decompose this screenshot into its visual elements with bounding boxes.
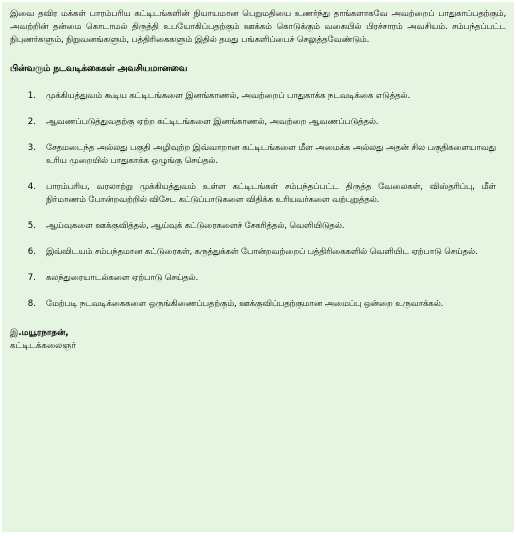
list-item-text: ஆய்வுகளை ஊக்குவித்தல், ஆய்வுக் கட்டுரைகளைச் சேகரித்தல், வெளியிடுதல். — [46, 221, 345, 231]
document-page — [2, 2, 514, 532]
list-item — [10, 272, 506, 285]
list-item-text: முக்கியத்துவம் கூடிய கட்டிடங்களை இனங்காணல், அவற்றைப் பாதுகாக்க நடவடிக்கை எடுத்தல். — [46, 91, 411, 101]
list-item-text: ஆவணப்படுத்துவதற்கு ஏற்ற கட்டிடங்களை இனங்காணல், அவற்றை ஆவணப்படுத்தல். — [46, 117, 379, 127]
list-item-number: 6. — [27, 247, 36, 257]
section-heading: பின்வரும் நடவடிக்கைகள் அவசியமானவை — [10, 64, 188, 74]
list-item-text: சேதமடைந்த அல்லது பகுதி அழிவுற்ற இவ்வாறான கட்டிடங்களை மீள அமைக்க அல்லது அதன் சில பகுதிகளையாவது உரிய முறையில் பாதுகாக்க ஒழுங்கு செய்தல். — [46, 143, 496, 166]
list-item — [10, 220, 506, 233]
list-item-text: கலந்துரையாடல்களை ஏற்பாடு செய்தல். — [46, 273, 199, 283]
list-item-text: மேற்படி நடவடிக்கைகளை ஒருங்கிணைப்பதற்கும், ஊக்குவிப்பதற்குமான அமைப்பு ஒன்றை உருவாக்கல். — [46, 299, 444, 309]
list-item-number: 2. — [27, 117, 36, 127]
signature-block — [10, 327, 506, 353]
list-item-number: 4. — [27, 182, 36, 192]
list-item-number: 7. — [27, 273, 36, 283]
list-item — [10, 116, 506, 129]
list-item — [10, 246, 506, 259]
list-item-number: 3. — [27, 143, 36, 153]
list-item-number: 1. — [27, 91, 36, 101]
list-item — [10, 142, 506, 168]
list-item — [10, 298, 506, 311]
list-item — [10, 181, 506, 207]
intro-paragraph: இவை தவிர மக்கள் பாரம்பரிய கட்டிடங்களின் நியாயமான பெறுமதியை உணர்ந்து தாங்களாகவே அவற்றைப் பாதுகாப்பதற்கும், அவற்றின் தன்மை கொடாமல் திருத்தி உபயோகிப்பதற்கும் ஊக்கம் கொடுக்கும் வகையில் பிரச்சாரம் அவசியம். சம்பந்தப்பட்ட நிபுணர்களும், நிறுவனங்களும், பத்திரிகைகளும் இதில் தமது பங்களிப்பைச் செலுத்தவேண்டும். — [10, 9, 506, 45]
action-list — [10, 90, 506, 311]
list-item — [10, 90, 506, 103]
list-item-text: இவ்விடயம் சம்பந்தமான கட்டுரைகள், கருத்துக்கள் போன்றவற்றைப் பத்திரிகைகளில் வெளியிட ஏற்பாடு செய்தல். — [46, 247, 478, 257]
author-name: இ.மயூரநாதன், — [10, 328, 69, 338]
list-item-text: பாரம்பரிய, வரலாற்று முக்கியத்துவம் உள்ள கட்டிடங்கள் சம்பந்தப்பட்ட திருத்த வேலைகள், விஸ்தரிப்பு, மீள் நிர்மாணம் போன்றவற்றில் விசேட கட்டுப்பாடுகளை விதிக்க உரியவர்களை வற்புறுத்தல். — [46, 182, 496, 205]
list-item-number: 5. — [27, 221, 36, 231]
author-title: கட்டிடக்கலைஞர் — [10, 341, 76, 351]
list-item-number: 8. — [27, 299, 36, 309]
